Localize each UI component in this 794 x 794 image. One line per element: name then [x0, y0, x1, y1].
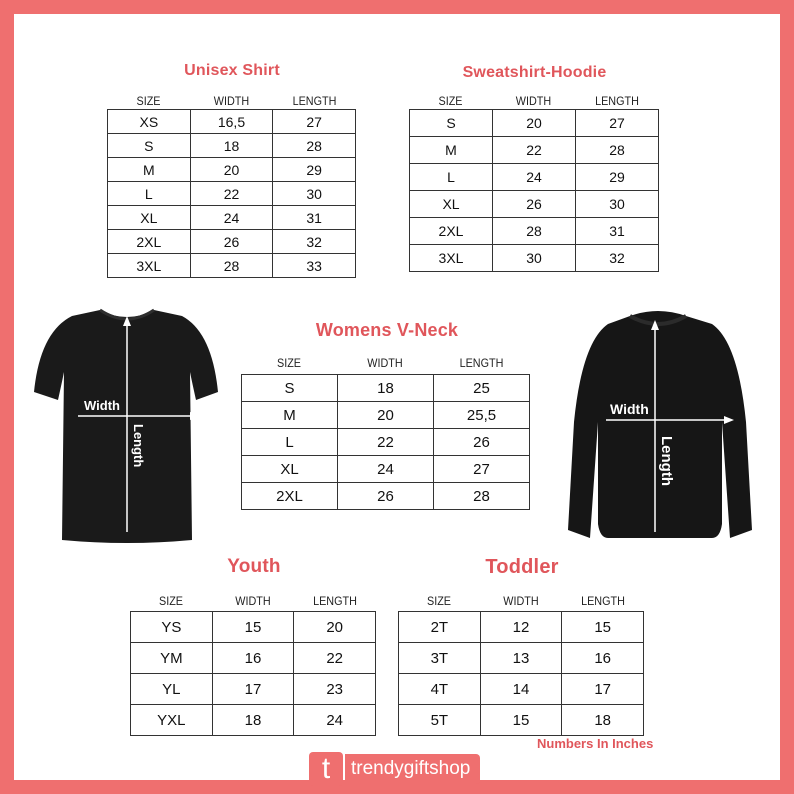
- table-header: [398, 594, 644, 608]
- width-cell: 20: [190, 158, 273, 182]
- size-cell: 4T: [399, 674, 481, 705]
- length-cell: 29: [576, 164, 659, 191]
- youth-table: [130, 611, 376, 736]
- size-cell: YL: [131, 674, 213, 705]
- size-cell: M: [108, 158, 191, 182]
- size-cell: M: [242, 402, 338, 429]
- table-row: [410, 110, 659, 137]
- length-cell: 28: [434, 483, 530, 510]
- header-length: LENGTH: [581, 594, 625, 608]
- table-row: [410, 164, 659, 191]
- length-cell: 27: [434, 456, 530, 483]
- width-cell: 13: [480, 643, 562, 674]
- length-cell: 31: [576, 218, 659, 245]
- table-row: [399, 612, 644, 643]
- tshirt-body: [34, 310, 218, 543]
- section-title: Sweatshirt-Hoodie: [462, 64, 607, 81]
- table-row: [108, 230, 356, 254]
- sweatshirt-section: [409, 58, 660, 273]
- width-cell: 22: [190, 182, 273, 206]
- width-cell: 14: [480, 674, 562, 705]
- sweatshirt-width-label: Width: [610, 401, 649, 417]
- width-cell: 15: [212, 612, 294, 643]
- length-cell: 30: [273, 182, 356, 206]
- header-size: SIZE: [426, 594, 451, 608]
- header-size: SIZE: [136, 94, 161, 108]
- size-cell: XL: [108, 206, 191, 230]
- table-row: [410, 245, 659, 272]
- table-row: [242, 429, 530, 456]
- table-row: [131, 643, 376, 674]
- header-length: LENGTH: [595, 94, 639, 108]
- table-row: [410, 137, 659, 164]
- tshirt-length-label: Length: [131, 424, 146, 468]
- table-header: [409, 94, 659, 108]
- womens-table: [241, 374, 530, 510]
- table-row: [242, 483, 530, 510]
- length-cell: 25,5: [434, 402, 530, 429]
- size-cell: XL: [410, 191, 493, 218]
- sweatshirt-table: [409, 109, 659, 272]
- length-cell: 29: [273, 158, 356, 182]
- sweatshirt-length-label: Length: [658, 436, 675, 486]
- width-cell: 20: [493, 110, 576, 137]
- width-cell: 22: [338, 429, 434, 456]
- header-length: LENGTH: [459, 356, 504, 370]
- header-width: WIDTH: [503, 594, 539, 608]
- size-cell: 2XL: [242, 483, 338, 510]
- header-size: SIZE: [438, 94, 463, 108]
- brand-name: trendygiftshop: [345, 754, 480, 784]
- size-cell: S: [410, 110, 493, 137]
- length-cell: 27: [576, 110, 659, 137]
- size-cell: 3XL: [108, 254, 191, 278]
- size-cell: XL: [242, 456, 338, 483]
- width-cell: 26: [493, 191, 576, 218]
- size-cell: YXL: [131, 705, 213, 736]
- length-cell: 26: [434, 429, 530, 456]
- table-row: [108, 254, 356, 278]
- table-row: [399, 674, 644, 705]
- width-cell: 24: [338, 456, 434, 483]
- header-width: WIDTH: [515, 94, 552, 108]
- width-cell: 16: [212, 643, 294, 674]
- youth-section: [130, 548, 378, 748]
- table-row: [410, 218, 659, 245]
- size-cell: XS: [108, 110, 191, 134]
- table-row: [108, 158, 356, 182]
- size-cell: L: [242, 429, 338, 456]
- length-cell: 22: [294, 643, 376, 674]
- length-cell: 32: [576, 245, 659, 272]
- header-width: WIDTH: [367, 356, 403, 370]
- width-cell: 12: [480, 612, 562, 643]
- section-title: Unisex Shirt: [184, 62, 280, 79]
- width-cell: 26: [338, 483, 434, 510]
- size-cell: S: [242, 375, 338, 402]
- size-cell: L: [108, 182, 191, 206]
- size-cell: 5T: [399, 705, 481, 736]
- table-row: [108, 134, 356, 158]
- length-cell: 30: [576, 191, 659, 218]
- width-cell: 22: [493, 137, 576, 164]
- table-row: [242, 402, 530, 429]
- section-title: Youth: [227, 556, 281, 577]
- header-length: LENGTH: [313, 594, 357, 608]
- length-cell: 28: [576, 137, 659, 164]
- size-cell: 3T: [399, 643, 481, 674]
- length-cell: 17: [562, 674, 644, 705]
- section-title: Womens V-Neck: [315, 320, 459, 340]
- width-cell: 18: [212, 705, 294, 736]
- header-width: WIDTH: [213, 94, 250, 108]
- width-cell: 18: [338, 375, 434, 402]
- unisex-section: [107, 58, 357, 273]
- table-row: [242, 375, 530, 402]
- toddler-table: [398, 611, 644, 736]
- size-cell: 3XL: [410, 245, 493, 272]
- table-header: [130, 594, 376, 608]
- length-cell: 20: [294, 612, 376, 643]
- table-row: [131, 705, 376, 736]
- size-cell: 2XL: [410, 218, 493, 245]
- size-cell: YM: [131, 643, 213, 674]
- width-cell: 20: [338, 402, 434, 429]
- table-row: [131, 612, 376, 643]
- width-cell: 17: [212, 674, 294, 705]
- tshirt-illustration: [22, 302, 232, 552]
- table-row: [242, 456, 530, 483]
- length-cell: 31: [273, 206, 356, 230]
- table-row: [410, 191, 659, 218]
- table-header: [107, 94, 356, 108]
- brand-logo-icon: t: [309, 752, 343, 786]
- toddler-section: [398, 548, 646, 748]
- width-cell: 28: [493, 218, 576, 245]
- header-size: SIZE: [276, 356, 301, 370]
- width-cell: 24: [190, 206, 273, 230]
- length-cell: 27: [273, 110, 356, 134]
- width-cell: 16,5: [190, 110, 273, 134]
- table-row: [399, 705, 644, 736]
- unisex-table: [107, 109, 356, 278]
- size-chart-sheet: [14, 14, 780, 785]
- length-cell: 24: [294, 705, 376, 736]
- width-cell: 24: [493, 164, 576, 191]
- header-length: LENGTH: [292, 94, 337, 108]
- width-cell: 15: [480, 705, 562, 736]
- tshirt-width-label: Width: [84, 398, 120, 413]
- sweatshirt-body: [568, 311, 752, 538]
- length-cell: 32: [273, 230, 356, 254]
- table-row: [131, 674, 376, 705]
- width-cell: 30: [493, 245, 576, 272]
- table-row: [108, 182, 356, 206]
- size-cell: M: [410, 137, 493, 164]
- length-cell: 16: [562, 643, 644, 674]
- width-cell: 28: [190, 254, 273, 278]
- width-cell: 18: [190, 134, 273, 158]
- table-row: [399, 643, 644, 674]
- size-cell: YS: [131, 612, 213, 643]
- table-row: [108, 206, 356, 230]
- table-header: [241, 356, 530, 370]
- length-cell: 25: [434, 375, 530, 402]
- table-row: [108, 110, 356, 134]
- brand-badge: [309, 752, 480, 786]
- size-cell: L: [410, 164, 493, 191]
- size-cell: 2T: [399, 612, 481, 643]
- womens-section: [241, 314, 533, 514]
- units-note: Numbers In Inches: [537, 736, 654, 751]
- length-cell: 23: [294, 674, 376, 705]
- size-cell: S: [108, 134, 191, 158]
- length-cell: 33: [273, 254, 356, 278]
- length-cell: 18: [562, 705, 644, 736]
- section-title: Toddler: [485, 556, 559, 578]
- header-size: SIZE: [158, 594, 183, 608]
- width-cell: 26: [190, 230, 273, 254]
- length-cell: 28: [273, 134, 356, 158]
- length-cell: 15: [562, 612, 644, 643]
- header-width: WIDTH: [235, 594, 271, 608]
- size-cell: 2XL: [108, 230, 191, 254]
- sweatshirt-illustration: [562, 302, 762, 562]
